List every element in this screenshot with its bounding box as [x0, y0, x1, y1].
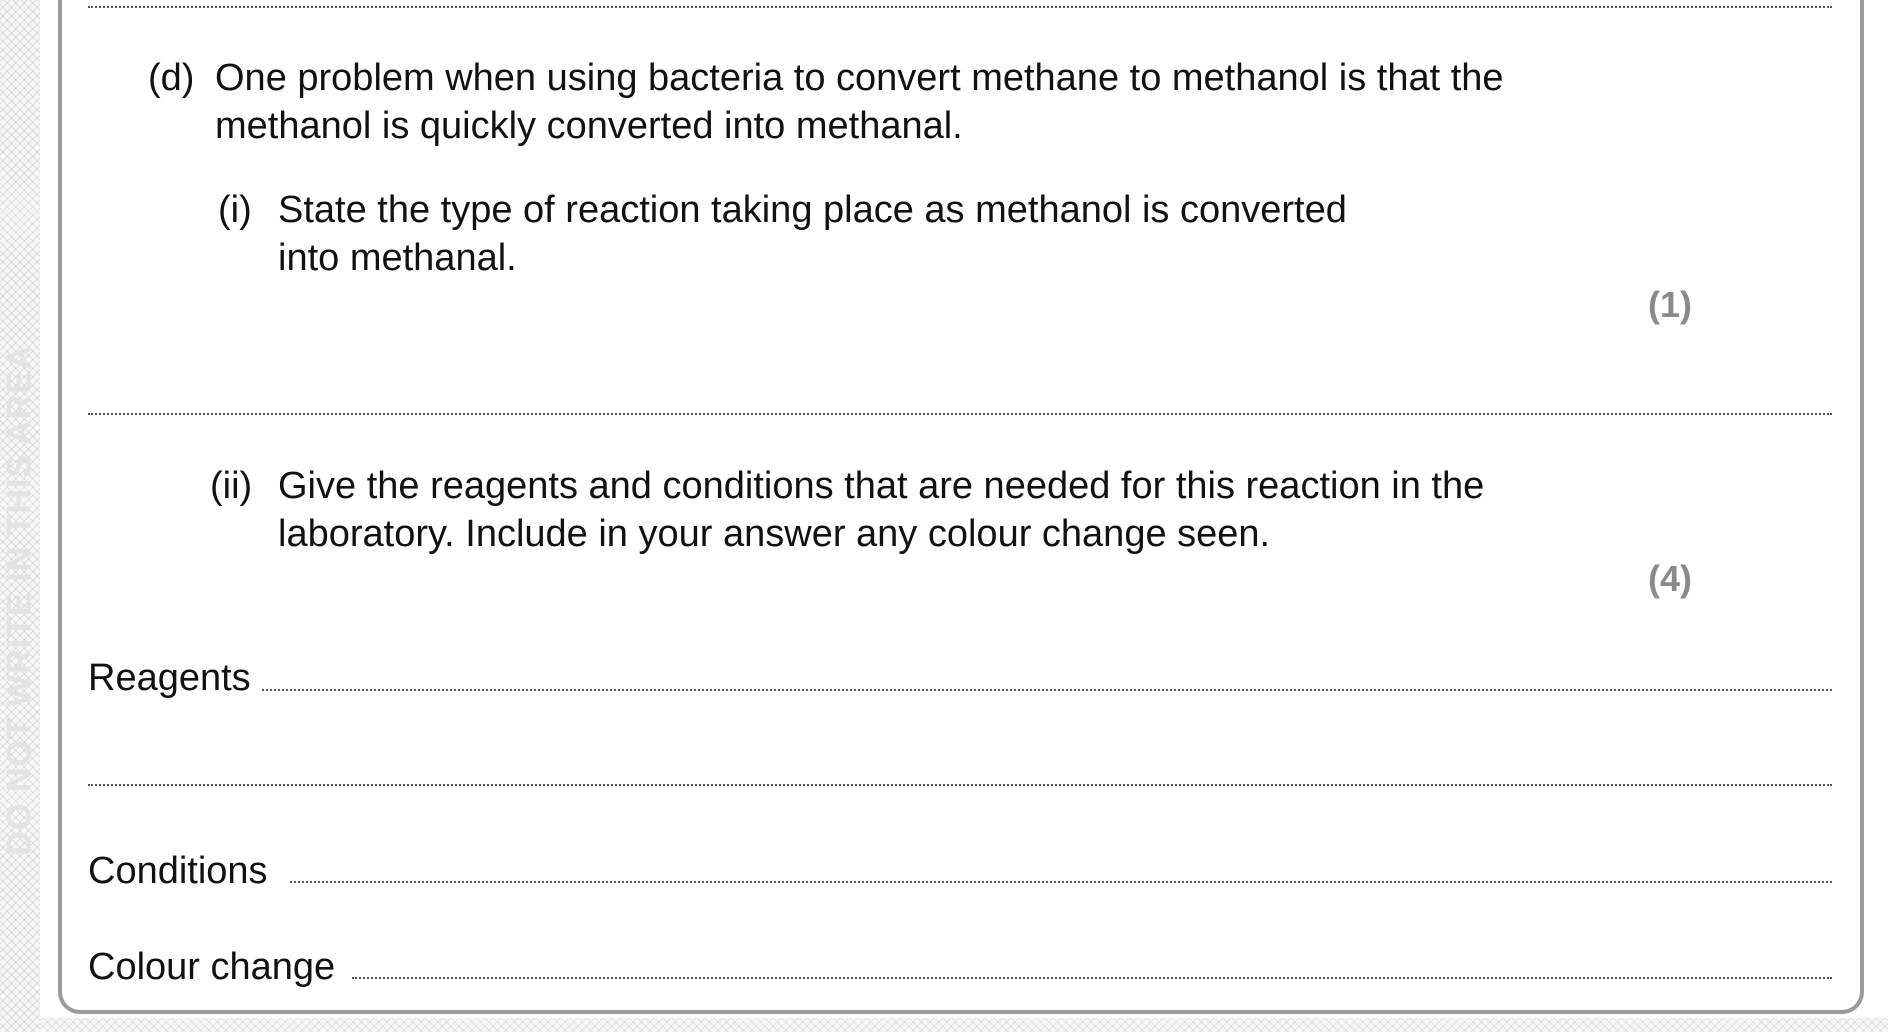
- reagents-answer-line[interactable]: [262, 689, 1832, 691]
- question-d-text-line2: methanol is quickly converted into methanal.: [215, 105, 963, 147]
- colour-change-label: Colour change: [88, 946, 336, 988]
- margin-strip: [0, 0, 40, 1032]
- question-i-text-line2: into methanal.: [278, 237, 517, 279]
- reagents-label: Reagents: [88, 657, 251, 699]
- previous-answer-line[interactable]: [88, 6, 1832, 8]
- bottom-margin-strip: [40, 1018, 1888, 1032]
- question-i-marks: (1): [1648, 284, 1692, 325]
- question-ii-marks: (4): [1648, 558, 1692, 599]
- question-ii-text-line1: Give the reagents and conditions that are needed for this reaction in the: [278, 465, 1485, 507]
- question-i-text-line1: State the type of reaction taking place as methanol is converted: [278, 189, 1347, 231]
- conditions-label: Conditions: [88, 850, 268, 892]
- reagents-answer-line-2[interactable]: [88, 784, 1832, 786]
- conditions-answer-line[interactable]: [290, 881, 1832, 883]
- question-i-label: (i): [218, 189, 252, 231]
- question-ii-text-line2: laboratory. Include in your answer any colour change seen.: [278, 513, 1271, 555]
- margin-warning-text: DO NOT WRITE IN THIS AREA: [0, 344, 39, 856]
- colour-change-answer-line[interactable]: [352, 977, 1832, 979]
- answer-i-line[interactable]: [88, 413, 1832, 415]
- question-d-text-line1: One problem when using bacteria to convert methane to methanol is that the: [215, 57, 1504, 99]
- question-ii-label: (ii): [210, 465, 253, 507]
- question-d-label: (d): [148, 57, 195, 99]
